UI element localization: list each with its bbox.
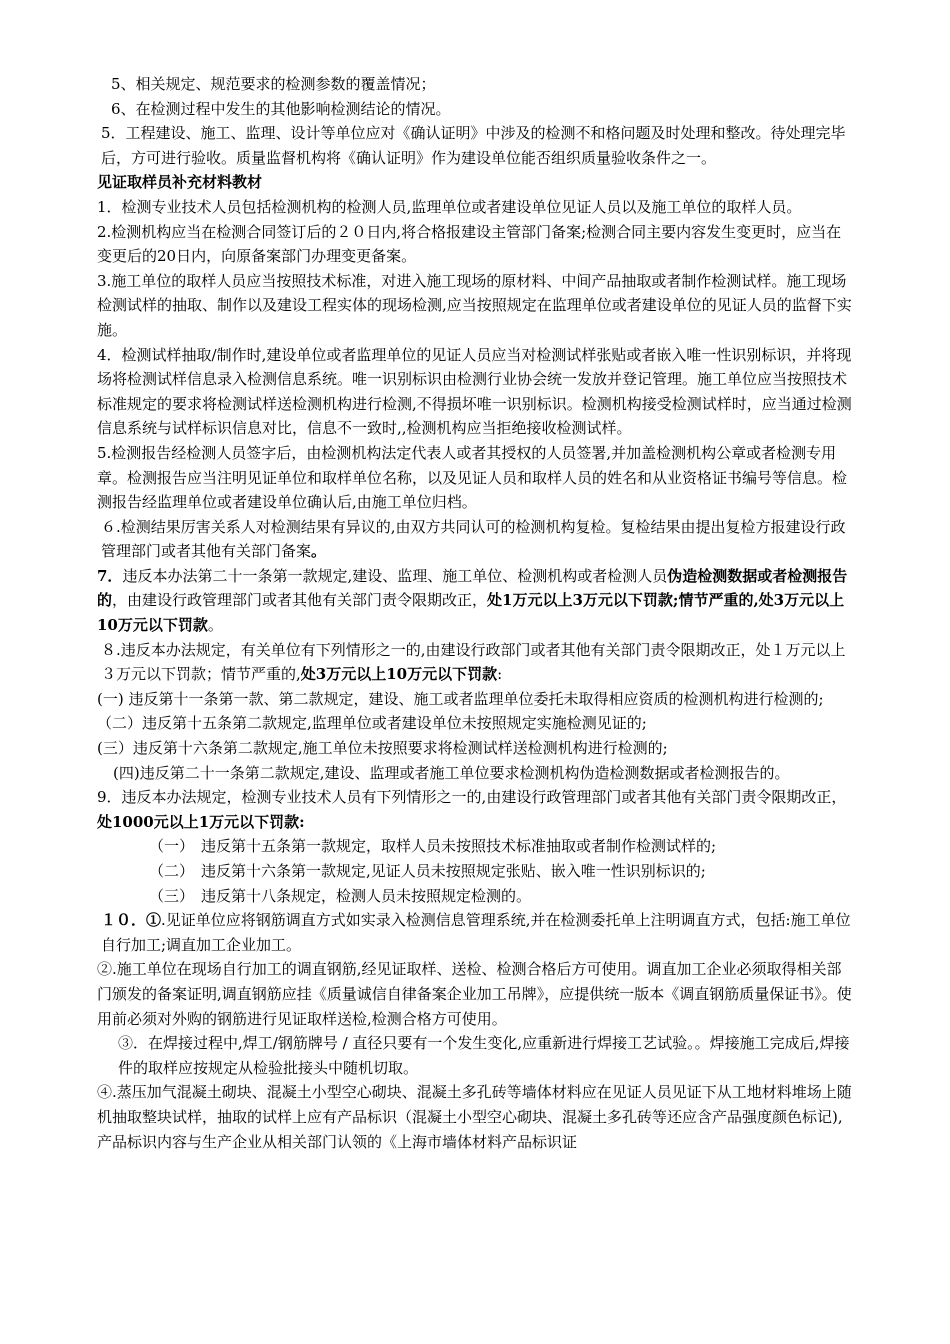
sub-text: 违反第十八条规定，检测人员未按照规定检测的。: [201, 886, 532, 905]
item-9-sub-3: [97, 884, 854, 909]
supplement-item-6: [97, 515, 854, 564]
supplement-item-3: 3.施工单位的取样人员应当按照技术标准，对进入施工现场的原材料、中间产品抽取或者制作检测试样。施工现场检测试样的抽取、制作以及建设工程实体的现场检测,应当按照规定在监理单位或者建设单位的见证人员的监督下实施。: [97, 271, 852, 339]
item-8-sub-3: (三）违反第十六条第二款规定,施工单位未按照要求将检测试样送检测机构进行检测的;: [97, 739, 668, 758]
item-5: 5、相关规定、规范要求的检测参数的覆盖情况；: [111, 75, 436, 93]
section-heading: 见证取样员补充材料教材: [97, 173, 263, 192]
sub-number: （三）: [149, 886, 195, 905]
item-7-number: 7．: [97, 566, 123, 585]
item-8-end: :: [497, 665, 503, 684]
supplement-item-9: [97, 785, 854, 834]
item-10-point-2: ②.施工单位在现场自行加工的调直钢筋,经见证取样、送检、检测合格后方可使用。调直加工企业必须取得相关部门颁发的备案证明,调直钢筋应挂《质量诚信自律备案企业加工吊牌》，应提供统一版本《调直钢筋质量保证书》。使用前必须对外购的钢筋进行见证取样送检,检测合格方可使用。: [97, 960, 852, 1028]
item-6-text: ６.检测结果厉害关系人对检测结果有异议的,由双方共同认可的检测机构复检。复检结果由提出复检方报建设行政管理部门或者其他有关部门备案: [101, 517, 846, 561]
paragraph-5: 5．工程建设、施工、监理、设计等单位应对《确认证明》中涉及的检测不和格问题及时处理和整改。待处理完毕后，方可进行验收。质量监督机构将《确认证明》作为建设单位能否组织质量验收条件之一。: [101, 124, 846, 167]
item-10-text: .见证单位应将钢筋调直方式如实录入检测信息管理系统,并在检测委托单上注明调直方式，包括:施工单位自行加工;调直加工企业加工。: [101, 911, 851, 954]
sub-number: （二）: [149, 862, 195, 880]
item-9-sub-2: [97, 859, 854, 884]
item-9-bold-penalty: 处1000元以上1万元以下罚款:: [97, 812, 305, 831]
sub-text: 违反第十六条第一款规定,见证人员未按照规定张贴、嵌入唯一性识别标识的;: [201, 862, 706, 880]
item-9-sub-1: [97, 834, 854, 859]
supplement-item-7: [97, 564, 854, 638]
supplement-item-5: 5.检测报告经检测人员签字后，由检测机构法定代表人或者其授权的人员签署,并加盖检测机构公章或者检测专用章。检测报告应当注明见证单位和取样单位名称，以及见证人员和取样人员的姓名和从业资格证书编号等信息。检测报告经监理单位或者建设单位确认后,由施工单位归档。: [97, 443, 848, 512]
supplement-item-10: [97, 908, 854, 957]
sub-number: （一）: [149, 837, 195, 856]
item-8-sub-2: （二）违反第十五条第二款规定,监理单位或者建设单位未按照规定实施检测见证的;: [97, 714, 647, 733]
item-8-text: ８.违反本办法规定，有关单位有下列情形之一的,由建设行政部门或者其他有关部门责令限期改正，处１万元以上３万元以下罚款；情节严重的,: [101, 640, 846, 684]
item-8-sub-4: (四)违反第二十一条第二款规定,建设、监理或者施工单位要求检测机构伪造检测数据或者检测报告的。: [113, 763, 790, 782]
supplement-item-4: 4．检测试样抽取/制作时,建设单位或者监理单位的见证人员应当对检测试样张贴或者嵌入唯一性识别标识，并将现场将检测试样信息录入检测信息系统。唯一识别标识由检测行业协会统一发放并登记管理。施工单位应当按照技术标准规定的要求将检测试样送检测机构进行检测,不得损坏唯一识别标识。检测机构接受检测试样时，应当通过检测信息系统与试样标识信息对比，信息不一致时,,检测机构应当拒绝接收检测试样。: [97, 345, 852, 438]
item-9-text: 9．违反本办法规定，检测专业技术人员有下列情形之一的,由建设行政管理部门或者其他有关部门责令限期改正，: [97, 788, 847, 807]
supplement-item-1: 1．检测专业技术人员包括检测机构的检测人员,监理单位或者建设单位见证人员以及施工单位的取样人员。: [97, 197, 802, 216]
sub-text: 违反第十五条第一款规定，取样人员未按照技术标准抽取或者制作检测试样的;: [201, 837, 717, 856]
item-10-point-4: ④.蒸压加气混凝土砌块、混凝土小型空心砌块、混凝土多孔砖等墙体材料应在见证人员见证下从工地材料堆场上随机抽取整块试样，抽取的试样上应有产品标识（混凝土小型空心砌块、混凝土多孔砖等还应含产品强度颜色标记),产品标识内容与生产企业从相关部门认领的《上海市墙体材料产品标识证: [97, 1083, 852, 1151]
item-10-number: １０．①: [101, 911, 162, 930]
item-10-point-3: ③．在焊接过程中,焊工/钢筋牌号 / 直径只要有一个发生变化,应重新进行焊接工艺试验。。焊接施工完成后,焊接件的取样应按规定从检验批接头中随机切取。: [118, 1034, 850, 1077]
supplement-item-2: 2.检测机构应当在检测合同签订后的２０日内,将合格报建设主管部门备案;检测合同主要内容发生变更时，应当在变更后的20日内，向原备案部门办理变更备案。: [97, 222, 842, 266]
item-7-text: 违反本办法第二十一条第一款规定,建设、监理、施工单位、检测机构或者检测人员: [122, 566, 668, 585]
item-8-sub-1: (一) 违反第十一条第一款、第二款规定，建设、施工或者监理单位委托未取得相应资质的检测机构进行检测的;: [97, 689, 824, 708]
item-7-bold-penalty: 处1万元以上3万元以下罚款;情节严重的,处3万元以上10万元以下罚款: [97, 591, 845, 635]
item-7-end: 。: [207, 616, 223, 635]
item-7-text-2: ，由建设行政管理部门或者其他有关部门责令限期改正，: [112, 591, 488, 610]
item-6: 6、在检测过程中发生的其他影响检测结论的情况。: [111, 99, 451, 118]
item-7-bold-offense: 伪造检测数据或者检测报告的: [97, 566, 848, 610]
item-8-bold-penalty: 处3万元以上10万元以下罚款: [300, 665, 498, 684]
item-6-end: 。: [311, 542, 327, 561]
supplement-item-8: [97, 638, 854, 687]
